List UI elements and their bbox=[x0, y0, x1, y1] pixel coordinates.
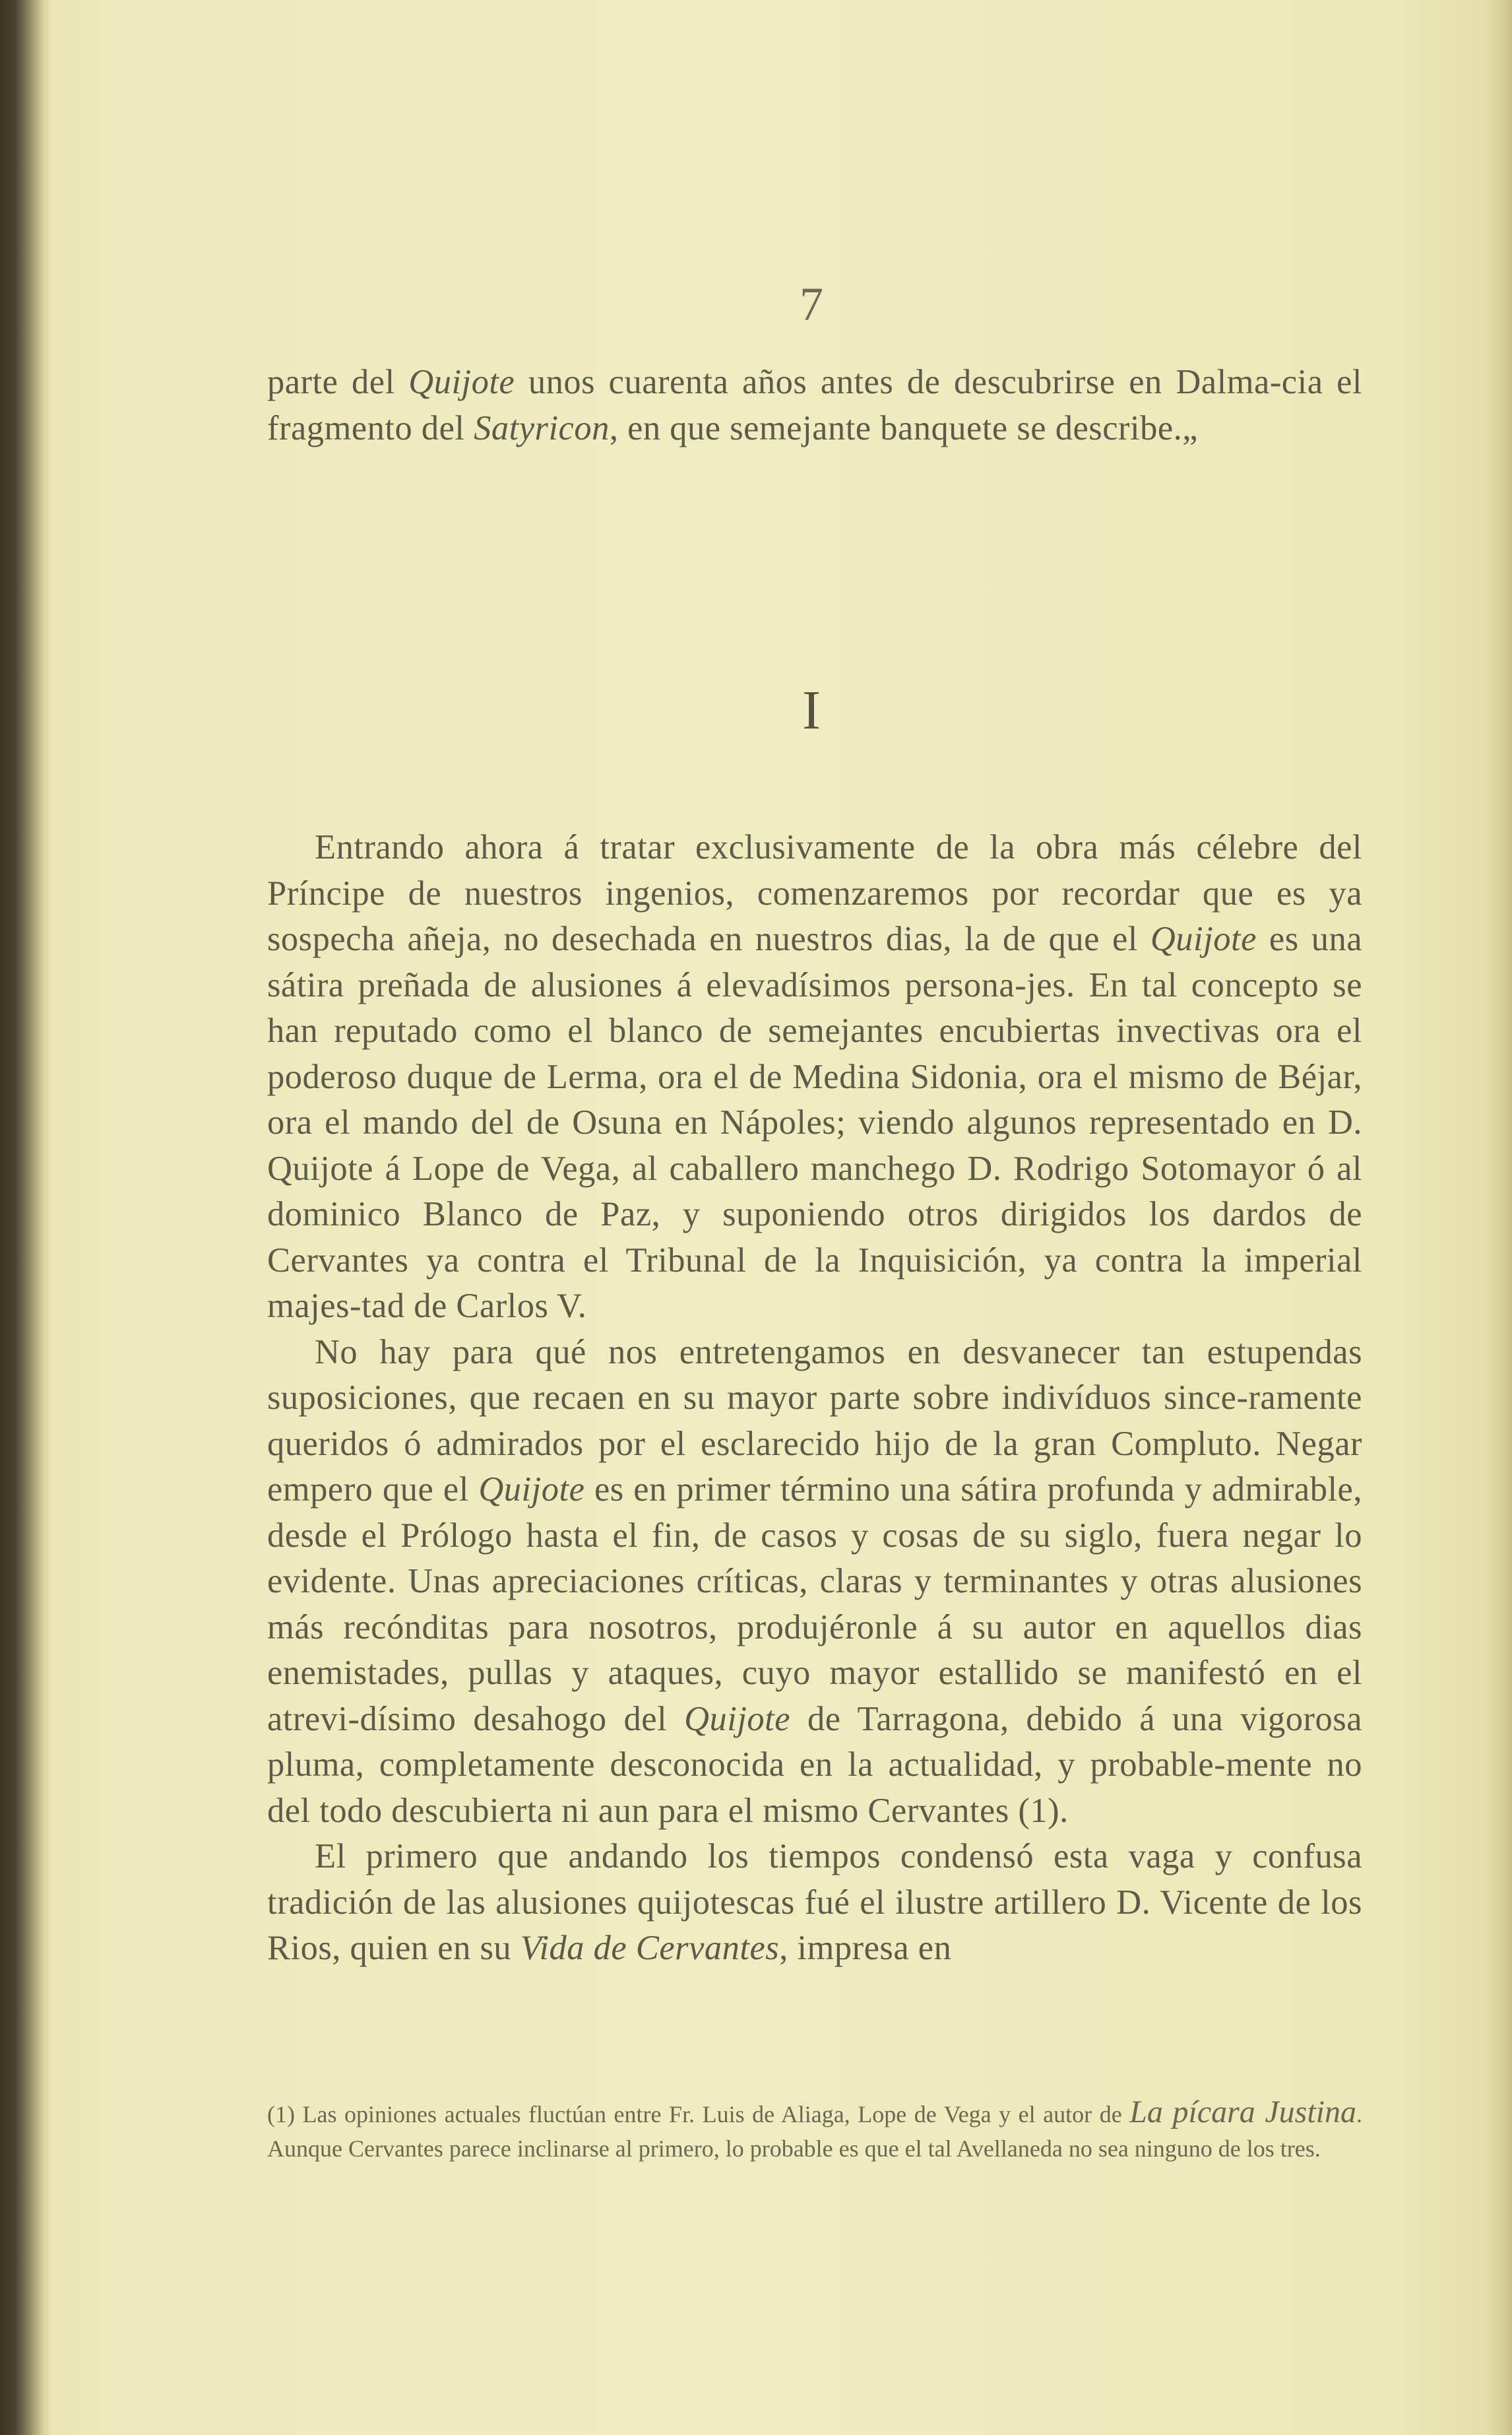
paragraph-3-italic-vida: Vida de Cervantes bbox=[520, 1929, 780, 1967]
intro-text bbox=[267, 360, 1362, 451]
paragraph-3-text-b: , impresa en bbox=[779, 1929, 952, 1967]
footnote-text-a: (1) Las opiniones actuales fluctúan entre Fr. Luis de Aliaga, Lope de Vega y el autor de bbox=[267, 2101, 1130, 2127]
body-text bbox=[267, 825, 1362, 1972]
intro-text-3: , en que semejante banquete se describe.„ bbox=[609, 408, 1199, 447]
paragraph-1 bbox=[267, 825, 1362, 1330]
footnote-italic-title: La pícara Justina bbox=[1129, 2094, 1356, 2129]
paragraph-2-italic-quijote: Quijote bbox=[478, 1470, 585, 1509]
paragraph-1-text-a: Entrando ahora á tratar exclusivamente de la obra más célebre del Príncipe de nuestros ingenios, comenzaremos por recordar que es ya sospecha añeja, no desechada en nuestros dias, la de que el bbox=[267, 828, 1362, 958]
intro-text-1: parte del bbox=[267, 363, 409, 401]
section-heading: I bbox=[802, 680, 821, 741]
paragraph-2-text-b: es en primer término una sátira profunda y admirable, desde el Prólogo hasta el fin, de casos y cosas de su siglo, fuera negar lo evidente. Unas apreciaciones críticas, claras y terminantes y otras alusiones más recónditas para nosotros, produjéronle á su autor en aquellos dias enemistades, pullas y ataques, cuyo mayor estallido se manifestó en el atrevi-dísimo desahogo del bbox=[267, 1470, 1362, 1738]
paragraph-2-text-c: de Tarragona, debido á una vigorosa pluma, completamente desconocida en la actualidad, y probable-mente no del todo descubierta ni aun para el mismo Cervantes (1). bbox=[267, 1699, 1362, 1830]
intro-italic-satyricon: Satyricon bbox=[474, 408, 610, 447]
page-edge bbox=[1486, 0, 1512, 2435]
footnote bbox=[267, 2095, 1362, 2166]
paragraph-2 bbox=[267, 1330, 1362, 1834]
paragraph-1-text-b: es una sátira preñada de alusiones á elevadísimos persona-jes. En tal concepto se han reputado como el blanco de semejantes encubiertas invectivas ora el poderoso duque de Lerma, ora el de Medina Sidonia, ora el mismo de Béjar, ora el mando del de Osuna en Nápoles; viendo algunos representado en D. Quijote á Lope de Vega, al caballero manchego D. Rodrigo Sotomayor ó al dominico Blanco de Paz, y suponiendo otros dirigidos los dardos de Cervantes ya contra el Tribunal de la Inquisición, ya contra la imperial majes-tad de Carlos V. bbox=[267, 920, 1362, 1325]
book-binding-shadow bbox=[0, 0, 51, 2435]
paragraph-2-italic-quijote-tarragona: Quijote bbox=[684, 1699, 791, 1738]
paragraph-2-text-a: No hay para qué nos entretengamos en desvanecer tan estupendas suposiciones, que recaen en su mayor parte sobre indivíduos since-ramente queridos ó admirados por el esclarecido hijo de la gran Compluto. Negar empero que el bbox=[267, 1332, 1362, 1509]
intro-italic-quijote: Quijote bbox=[408, 363, 515, 401]
paragraph-3 bbox=[267, 1834, 1362, 1972]
paragraph-3-text-a: El primero que andando los tiempos condensó esta vaga y confusa tradición de las alusiones quijotescas fué el ilustre artillero D. Vicente de los Rios, quien en su bbox=[267, 1837, 1362, 1967]
intro-text-2: unos cuarenta años antes de descubrirse en Dalma-cia el fragmento del bbox=[267, 363, 1362, 447]
footnote-text-b: . Aunque Cervantes parece inclinarse al primero, lo probable es que el tal Avellaneda no sea ninguno de los tres. bbox=[267, 2101, 1362, 2162]
intro-paragraph bbox=[267, 360, 1362, 451]
paragraph-1-italic-quijote: Quijote bbox=[1150, 920, 1257, 958]
page-number: 7 bbox=[800, 278, 823, 331]
